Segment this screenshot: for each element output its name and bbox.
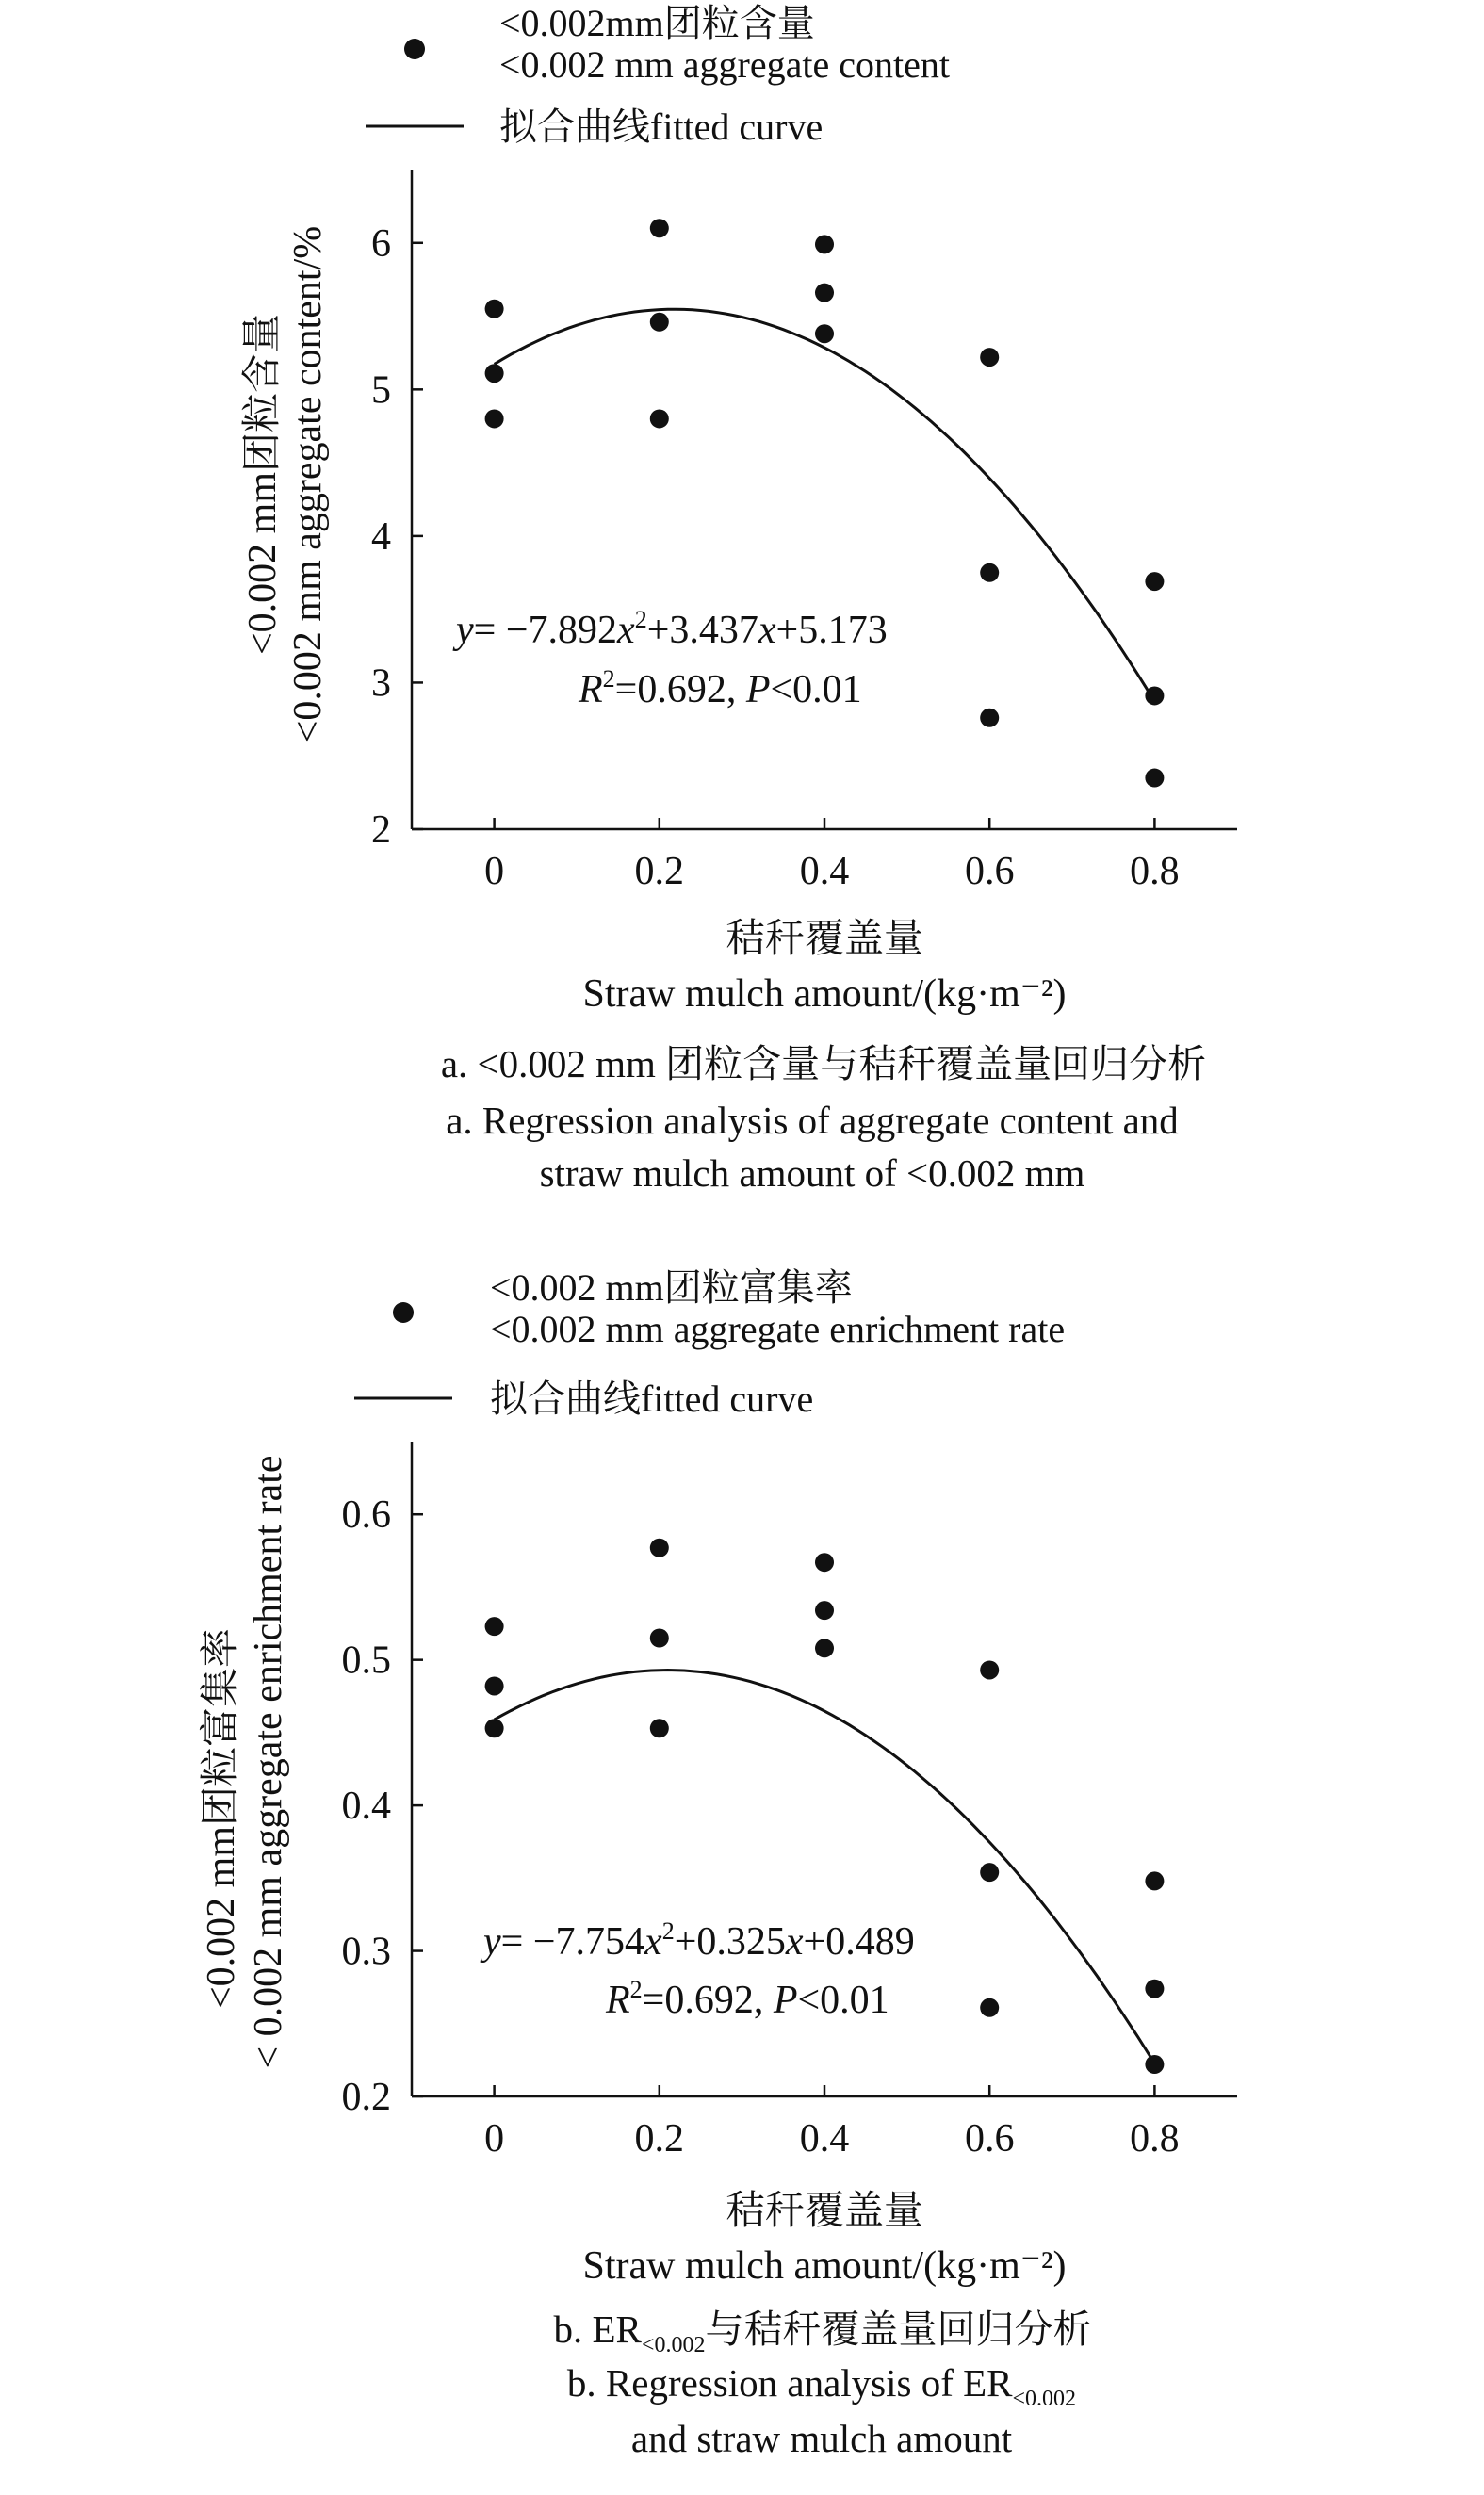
y-tick-label-b: 0.6	[341, 1493, 391, 1538]
data-point-a	[1145, 686, 1164, 705]
y-tick-label-a: 2	[371, 808, 391, 852]
x-tick-label-a: 0.4	[799, 850, 850, 893]
legend-marker-b	[393, 1302, 414, 1323]
data-point-b	[815, 1553, 834, 1572]
data-point-a	[485, 300, 504, 318]
equation-a: $y= -7.892x^2+3.437x+5.173$	[456, 606, 888, 652]
y-tick-label-a: 4	[371, 514, 391, 559]
data-point-b	[650, 1719, 669, 1737]
r2-stat-b: $R^2=0.692$, P<0.01	[606, 1976, 889, 2022]
data-point-a	[815, 324, 834, 343]
panel-b	[199, 1266, 1237, 2460]
legend-curve-label-b: 拟合曲线fitted curve	[490, 1378, 814, 1420]
legend-marker-a	[404, 39, 425, 59]
data-point-b	[980, 1660, 999, 1679]
legend-marker-label-en-b: <0.002 mm aggregate enrichment rate	[490, 1308, 1066, 1350]
data-point-b	[815, 1639, 834, 1657]
data-point-b	[485, 1676, 504, 1695]
data-point-b	[485, 1617, 504, 1636]
data-point-a	[980, 348, 999, 367]
data-point-b	[1145, 1871, 1164, 1890]
legend-b	[354, 1266, 1065, 1420]
y-axis-title-en-b: < 0.002 mm aggregate enrichment rate	[247, 1455, 290, 2069]
x-axis-title-en-b: Straw mulch amount/(kg·m⁻²)	[582, 2244, 1067, 2288]
y-tick-label-a: 5	[371, 368, 391, 413]
y-tick-label-b: 0.5	[341, 1639, 391, 1683]
x-tick-label-b: 0.6	[964, 2117, 1015, 2161]
caption-en-line2-a: straw mulch amount of <0.002 mm	[539, 1151, 1085, 1195]
y-axis-title-en-a: <0.002 mm aggregate content/%	[286, 225, 330, 743]
r2-stat-a: $R^2=0.692$, P<0.01	[579, 665, 862, 711]
data-point-b	[1145, 1980, 1164, 1998]
x-axis-title-cn-b: 秸秆覆盖量	[725, 2190, 924, 2233]
data-point-a	[650, 409, 669, 428]
caption-cn-b: b. $ER_{<0.002}$与秸秆覆盖量回归分析	[553, 2307, 1092, 2357]
data-point-a	[1145, 769, 1164, 788]
x-tick-label-a: 0.2	[634, 850, 685, 893]
x-axis-title-cn-a: 秸秆覆盖量	[725, 918, 924, 961]
legend-marker-label-cn-b: <0.002 mm团粒富集率	[490, 1266, 853, 1309]
caption-cn-a: a. <0.002 mm 团粒含量与秸秆覆盖量回归分析	[440, 1042, 1207, 1085]
x-tick-label-b: 0.4	[799, 2117, 850, 2161]
data-point-a	[1145, 572, 1164, 591]
caption-en-line1-a: a. Regression analysis of aggregate content and	[446, 1099, 1179, 1142]
y-tick-label-b: 0.4	[341, 1785, 391, 1829]
legend-curve-label-a: 拟合曲线fitted curve	[499, 106, 824, 148]
y-axis-title-cn-a: <0.002 mm团粒含量	[241, 313, 285, 656]
legend-a	[366, 2, 950, 148]
y-tick-label-a: 3	[371, 661, 391, 706]
x-tick-label-a: 0.8	[1130, 850, 1180, 893]
data-point-a	[980, 563, 999, 582]
x-tick-label-b: 0	[484, 2117, 505, 2161]
data-point-a	[650, 313, 669, 332]
data-point-b	[815, 1601, 834, 1620]
panel-a	[241, 2, 1237, 1195]
legend-marker-label-cn-a: <0.002mm团粒含量	[499, 2, 815, 44]
data-point-a	[485, 409, 504, 428]
data-point-b	[650, 1629, 669, 1648]
x-tick-label-b: 0.2	[634, 2117, 685, 2161]
y-tick-label-b: 0.2	[341, 2076, 391, 2119]
x-tick-label-b: 0.8	[1130, 2117, 1180, 2161]
x-tick-label-a: 0.6	[964, 850, 1015, 893]
data-point-b	[650, 1539, 669, 1557]
data-point-a	[815, 284, 834, 302]
equation-b: $y= -7.754x^2+0.325x+0.489$	[483, 1917, 915, 1964]
y-tick-label-a: 6	[371, 221, 391, 266]
caption-en-line2-b: and straw mulch amount	[630, 2417, 1013, 2460]
data-point-b	[980, 1863, 999, 1882]
y-axis-title-cn-b: <0.002 mm团粒富集率	[200, 1627, 243, 2010]
ticks-b	[342, 1493, 1180, 2161]
data-point-a	[980, 709, 999, 727]
x-tick-label-a: 0	[484, 850, 505, 893]
data-point-b	[1145, 2055, 1164, 2074]
data-point-a	[485, 364, 504, 383]
data-point-a	[815, 235, 834, 253]
data-point-b	[980, 1998, 999, 2017]
x-axis-title-en-a: Straw mulch amount/(kg·m⁻²)	[582, 972, 1067, 1016]
data-point-b	[485, 1719, 504, 1737]
caption-en-line1-b: b. Regression analysis of $ER_{<0.002}$	[566, 2361, 1077, 2411]
data-point-a	[650, 219, 669, 237]
y-tick-label-b: 0.3	[341, 1930, 391, 1974]
legend-marker-label-en-a: <0.002 mm aggregate content	[499, 43, 950, 86]
